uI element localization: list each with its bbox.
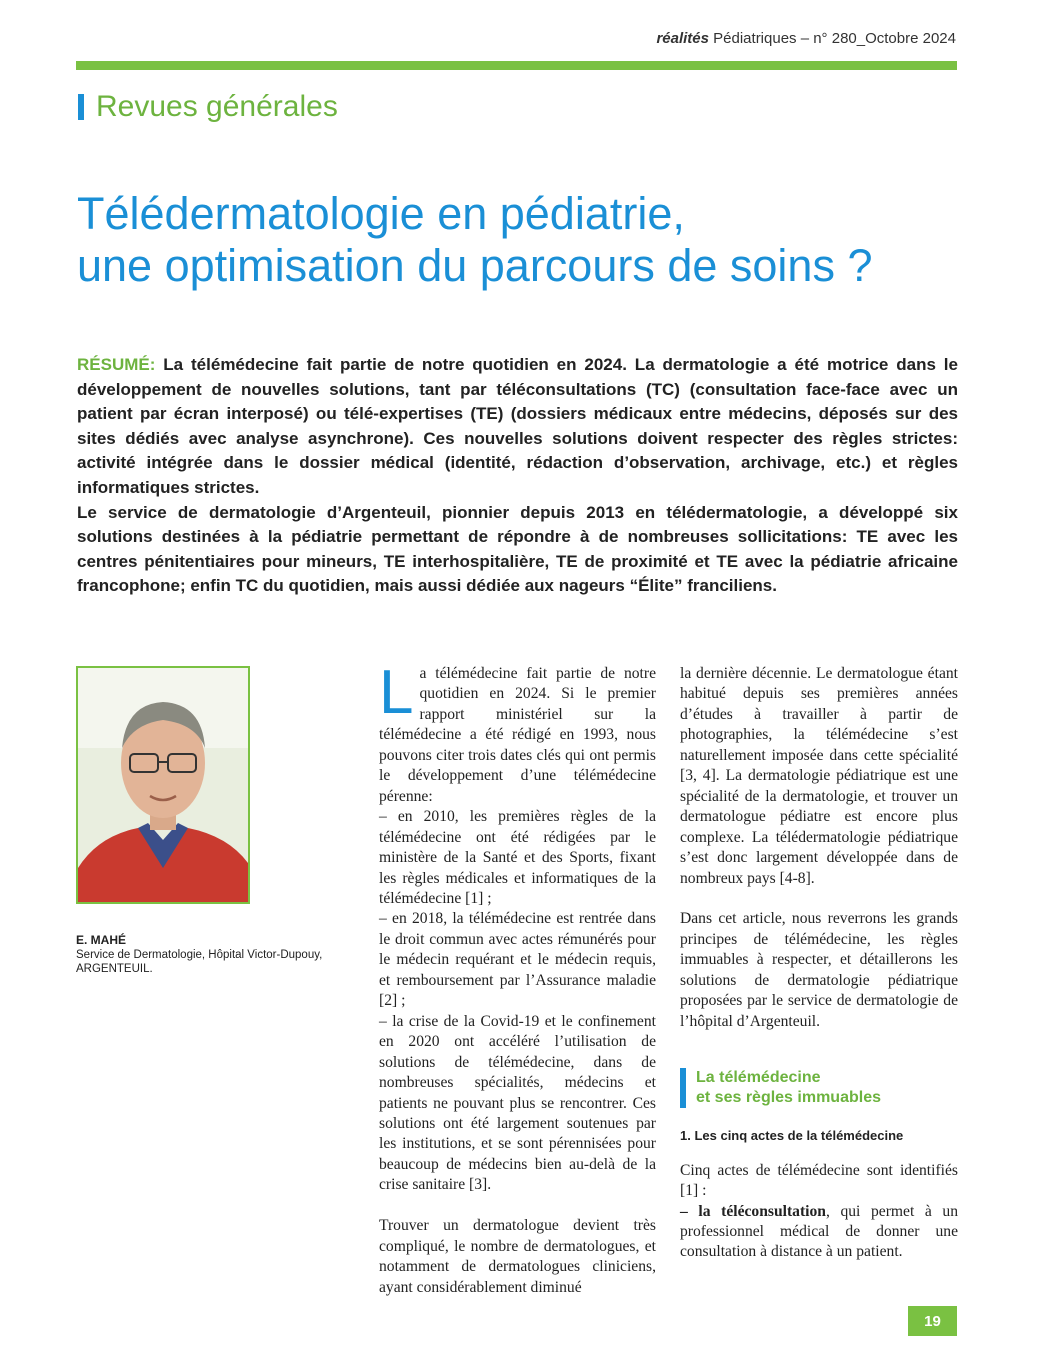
body-column-2 [680,664,958,1263]
heading-line-2: et ses règles immuables [696,1089,881,1107]
numbered-heading: 1. Les cinq actes de la télémédecine [680,1128,904,1144]
title-line-2: une optimisation du parcours de soins ? [77,240,873,291]
drop-cap: L [379,658,414,727]
author-name: E. MAHÉ [76,933,127,947]
list-item-text: , qui permet à un professionnel médical de donner une consultation à distance à un patient. [680,1202,958,1261]
journal-issue: Pédiatriques – n° 280_Octobre 2024 [713,30,956,47]
body-paragraph: Dans cet article, nous reverrons les grands principes de télémédecine, les règles immuables à respecter, et détaillerons les solutions de dermatologie pédiatrique proposées par le service de dermatologie de l’hôpital d’Argenteuil. [680,910,958,1030]
abstract-p1 [77,353,958,501]
list-item: – la crise de la Covid-19 et le confinement en 2020 ont accéléré l’utilisation de solutions de télémédecine, dans de nombreuses spécialités, médecins et patients ne pouvant plus se rencontrer. Ces solutions ont été largement soutenues par les institutions, et se sont pérennisées pour beaucoup de médecins bien au-delà de la crise sanitaire [3]. [379,1012,656,1194]
body-column-1 [379,658,656,1298]
list-item [680,1202,958,1263]
abstract [77,353,958,599]
section-marker [78,94,84,120]
title-line-1: Télédermatologie en pédiatrie, [77,188,685,239]
section-tag [78,90,338,124]
header-rule [76,61,957,70]
author-block [76,933,346,977]
intro-paragraph: a télémédecine fait partie de notre quotidien en 2024. Si le premier rapport ministériel sur la télémédecine a été rédigé en 1993, nous pouvons citer trois dates clés qui ont permis le développement d’une télémédecine pérenne: [379,665,656,805]
running-header [656,30,956,47]
author-portrait-illustration [78,668,248,902]
abstract-text-1: La télémédecine fait partie de notre quotidien en 2024. La dermatologie a été motrice dans le développement de nouvelles solutions, tant par téléconsultations (TC) (consultation face-face avec un patient par écran interposé) ou télé-expertises (TE) (dossiers médicaux entre médecins, déposés sur des sites dédiés avec analyse asynchrone). Ces nouvelles solutions doivent respecter des règles strictes: activité intégrée dans le dossier médical (identité, rédaction d’observation, archivage, etc.) et règles informatiques strictes. [77,355,958,497]
heading-line-1: La télémédecine [696,1069,821,1087]
body-paragraph: Cinq actes de télémédecine sont identifiés [1] : [680,1161,958,1200]
bold-term: – la téléconsultation [680,1202,826,1220]
section-label: Revues générales [96,90,338,123]
author-photo [76,666,250,904]
article-title [77,188,977,292]
body-paragraph: la dernière décennie. Le dermatologue étant habitué depuis ses premières années d’études à travailler à partir de photographies, la télémédecine s’est naturellement imposée dans cette spécialité [3, 4]. La dermatologie pédiatrique est une spécialité de la dermatologie, et trouver un dermatologue pédiatre est encore plus complexe. La télédermatologie pédiatrique s’est donc largement développée dans de nombreux pays [4-8]. [680,665,958,887]
author-affiliation: Service de Dermatologie, Hôpital Victor-Dupouy, ARGENTEUIL. [76,948,323,975]
heading-marker [680,1068,686,1108]
page-number: 19 [908,1306,957,1336]
journal-brand: réalités [656,30,709,47]
abstract-p2: Le service de dermatologie d’Argenteuil, pionnier depuis 2013 en télédermatologie, a développé six solutions destinées à la pédiatrie permettant de répondre à de nombreuses sollicitations: TE avec les centres pénitentiaires pour mineurs, TE interhospitalière, TE de proximité et TE avec la pédiatrie africaine francophone; enfin TC du quotidien, mais aussi dédiée aux nageurs “Élite” franciliens. [77,502,958,596]
subsection-heading [680,1068,958,1108]
body-paragraph: Trouver un dermatologue devient très compliqué, le nombre de dermatologues, et notamment de dermatologues cliniciens, ayant considérablement diminué [379,1217,656,1296]
abstract-label: RÉSUMÉ: [77,355,156,374]
list-item: – en 2010, les premières règles de la télémédecine ont été rédigées par le ministère de la Santé et des Sports, fixant les règles médicales et informatiques de la télémédecine [1] ; [379,808,656,907]
list-item: – en 2018, la télémédecine est rentrée dans le droit commun avec actes rémunérés pour le médecin requérant et le médecin requis, et remboursement par l’Assurance maladie [2] ; [379,910,656,1010]
